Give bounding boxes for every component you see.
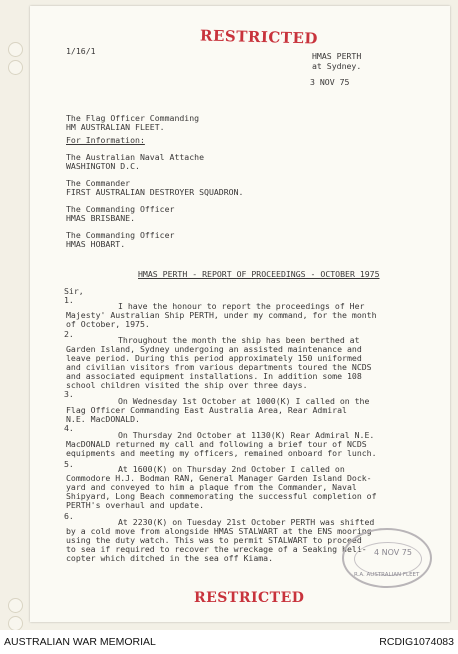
paragraph-line: MacDONALD returned my call and following a brief tour of NCDS [66, 439, 367, 449]
paragraph-line: school children visited the ship over three days. [66, 380, 308, 390]
paragraph-line: At 1600(K) on Thursday 2nd October I called on [118, 464, 345, 474]
document-page [30, 6, 450, 622]
paragraph-number: 2. [64, 329, 74, 339]
paragraph-line: yard and conveyed to him a plaque from the Commander, Naval [66, 482, 357, 492]
paragraph-number: 3. [64, 389, 74, 399]
paragraph-line: of October, 1975. [66, 319, 150, 329]
paragraph-line: Throughout the month the ship has been berthed at [118, 335, 360, 345]
paragraph-line: N.E. MacDONALD. [66, 414, 140, 424]
paragraph-line: Majesty' Australian Ship PERTH, under my command, for the month [66, 310, 377, 320]
paragraph-line: On Wednesday 1st October at 1000(K) I called on the [118, 396, 370, 406]
paragraph-number: 6. [64, 511, 74, 521]
punch-hole [8, 616, 23, 631]
restricted-stamp-top: RESTRICTED [199, 26, 319, 48]
paragraph-line: Commodore H.J. Bodman RAN, General Manager Garden Island Dock- [66, 473, 372, 483]
paragraph-line: to sea if required to recover the wreckage of a Seaking heli- [66, 544, 367, 554]
paragraph-number: 1. [64, 295, 74, 305]
paragraph-line: Shipyard, Long Beach commemorating the successful completion of [66, 491, 377, 501]
paragraph-line: equipments and meeting my officers, remained onboard for lunch. [66, 448, 377, 458]
addressee-line: HMAS HOBART. [66, 239, 126, 249]
punch-hole [8, 42, 23, 57]
origin-location: at Sydney. [312, 61, 362, 71]
archive-footer [0, 630, 458, 654]
punch-hole [8, 598, 23, 613]
paragraph-line: using the duty watch. This was to permit STALWART to proceed [66, 535, 362, 545]
addressee-line: The Commander [66, 178, 131, 188]
paragraph-line: and associated equipment installations. In addition some 108 [66, 371, 362, 381]
paragraph-line: On Thursday 2nd October at 1130(K) Rear Admiral N.E. [118, 430, 375, 440]
letter-date: 3 NOV 75 [310, 77, 350, 87]
report-subject: HMAS PERTH - REPORT OF PROCEEDINGS - OCTOBER 1975 [138, 269, 380, 279]
salutation: Sir, [64, 286, 84, 296]
info-heading: For Information: [66, 135, 145, 145]
punch-hole [8, 60, 23, 75]
addressee-line: HM AUSTRALIAN FLEET. [66, 122, 165, 132]
paragraph-line: Garden Island, Sydney undergoing an assisted maintenance and [66, 344, 362, 354]
paragraph-line: and civilian visitors from various departments toured the NCDS [66, 362, 372, 372]
paragraph-line: I have the honour to report the proceedings of Her [118, 301, 365, 311]
addressee-line: FIRST AUSTRALIAN DESTROYER SQUADRON. [66, 187, 244, 197]
addressee-line: HMAS BRISBANE. [66, 213, 136, 223]
paragraph-number: 4. [64, 423, 74, 433]
seal-agency: R.A. AUSTRALIAN FLEET [354, 572, 420, 578]
paragraph-line: by a cold move from alongside HMAS STALWART at the ENS mooring [66, 526, 372, 536]
restricted-stamp-bottom: RESTRICTED [194, 590, 305, 606]
addressee-line: The Australian Naval Attache [66, 152, 205, 162]
paragraph-number: 5. [64, 459, 74, 469]
paragraph-line: Flag Officer Commanding East Australia Area, Rear Admiral [66, 405, 347, 415]
file-reference: 1/16/1 [66, 46, 96, 56]
paragraph-line: copter which ditched in the sea off Kiama. [66, 553, 274, 563]
archive-reference: RCDIG1074083 [379, 636, 454, 648]
paragraph-line: At 2230(K) on Tuesday 21st October PERTH was shifted [118, 517, 375, 527]
paragraph-line: PERTH's overhaul and update. [66, 500, 205, 510]
addressee-line: The Commanding Officer [66, 204, 175, 214]
received-seal [342, 528, 432, 588]
addressee-line: The Commanding Officer [66, 230, 175, 240]
addressee-line: The Flag Officer Commanding [66, 113, 200, 123]
seal-date: 4 NOV 75 [374, 548, 412, 557]
archive-name: AUSTRALIAN WAR MEMORIAL [4, 636, 156, 648]
addressee-line: WASHINGTON D.C. [66, 161, 140, 171]
paragraph-line: leave period. During this period approximately 150 uniformed [66, 353, 362, 363]
origin-ship: HMAS PERTH [312, 51, 362, 61]
